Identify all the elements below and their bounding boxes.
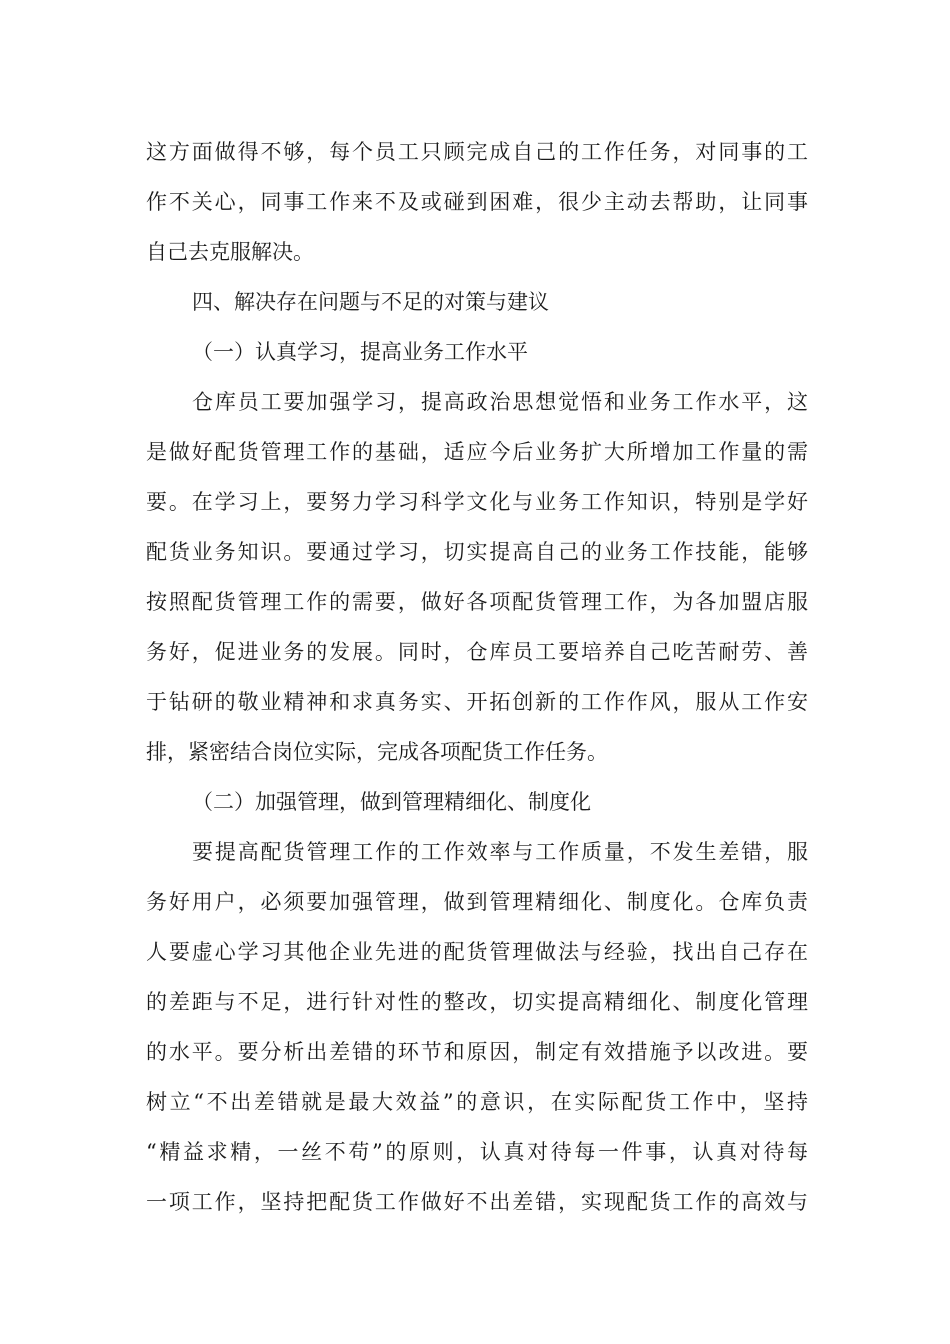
document-body bbox=[146, 127, 808, 1227]
text-line: 务好，促进业务的发展。同时，仓库员工要培养自己吃苦耐劳、善 bbox=[146, 640, 808, 664]
text-line: 要提高配货管理工作的工作效率与工作质量，不发生差错，服 bbox=[192, 840, 808, 864]
text-line: 务好用户，必须要加强管理，做到管理精细化、制度化。仓库负责 bbox=[146, 890, 808, 914]
text-line: 要。在学习上，要努力学习科学文化与业务工作知识，特别是学好 bbox=[146, 490, 808, 514]
text-line: 按照配货管理工作的需要，做好各项配货管理工作，为各加盟店服 bbox=[146, 590, 808, 614]
text-line: 仓库员工要加强学习，提高政治思想觉悟和业务工作水平，这 bbox=[192, 390, 808, 414]
text-line: 于钻研的敬业精神和求真务实、开拓创新的工作作风，服从工作安 bbox=[146, 690, 808, 714]
text-line: 自己去克服解决。 bbox=[146, 240, 314, 264]
text-line: 人要虚心学习其他企业先进的配货管理做法与经验，找出自己存在 bbox=[146, 940, 808, 964]
text-line: 这方面做得不够，每个员工只顾完成自己的工作任务，对同事的工 bbox=[146, 140, 808, 164]
text-line: 是做好配货管理工作的基础，适应今后业务扩大所增加工作量的需 bbox=[146, 440, 808, 464]
subsection-heading: （二）加强管理，做到管理精细化、制度化 bbox=[192, 790, 591, 814]
text-line: 树立“不出差错就是最大效益”的意识，在实际配货工作中，坚持 bbox=[146, 1090, 808, 1114]
section-heading: 四、解决存在问题与不足的对策与建议 bbox=[192, 290, 549, 314]
text-line: 的水平。要分析出差错的环节和原因，制定有效措施予以改进。要 bbox=[146, 1040, 808, 1064]
subsection-heading: （一）认真学习，提高业务工作水平 bbox=[192, 340, 528, 364]
text-line: 配货业务知识。要通过学习，切实提高自己的业务工作技能，能够 bbox=[146, 540, 808, 564]
text-line: 排，紧密结合岗位实际，完成各项配货工作任务。 bbox=[146, 740, 608, 764]
text-line: 作不关心，同事工作来不及或碰到困难，很少主动去帮助，让同事 bbox=[146, 190, 808, 214]
text-line: “精益求精，一丝不苟”的原则，认真对待每一件事，认真对待每 bbox=[146, 1140, 808, 1164]
text-line: 的差距与不足，进行针对性的整改，切实提高精细化、制度化管理 bbox=[146, 990, 808, 1014]
text-line: 一项工作，坚持把配货工作做好不出差错，实现配货工作的高效与 bbox=[146, 1190, 808, 1214]
